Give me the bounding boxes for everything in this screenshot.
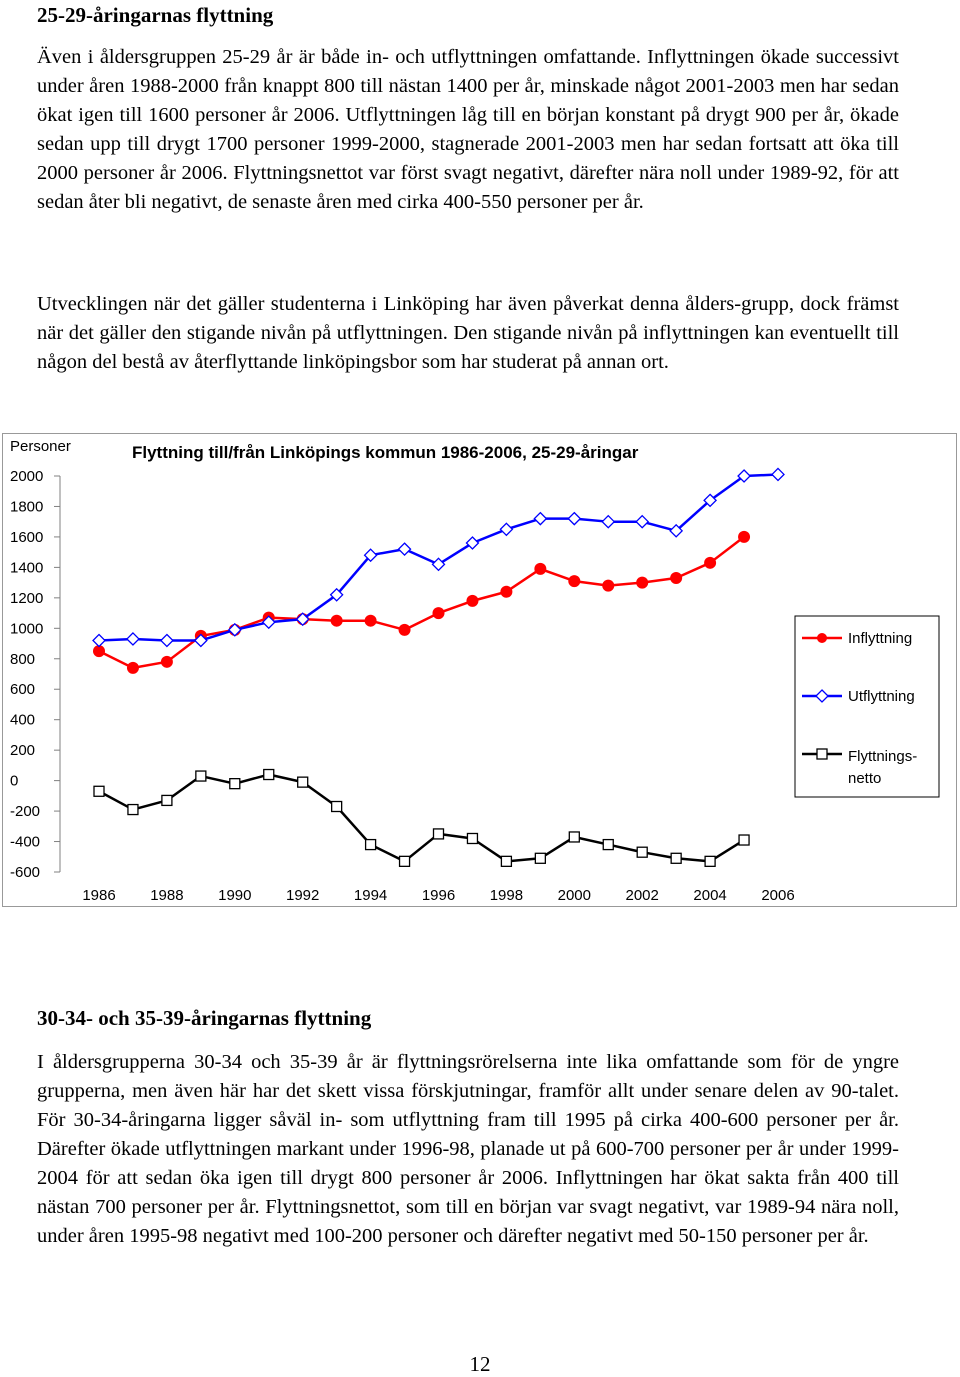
y-tick-label: 1400 <box>10 559 44 577</box>
page-number: 12 <box>469 1352 491 1376</box>
legend-inflyttning-label: Inflyttning <box>848 630 913 647</box>
y-tick-label: 600 <box>10 681 36 699</box>
y-tick-label: 400 <box>10 711 36 729</box>
migration-line-chart <box>2 433 957 907</box>
y-tick-label: 1800 <box>10 498 44 516</box>
section-heading-25-29: 25-29-åringarnas flyttning <box>37 3 274 27</box>
data-point-flyttningsnetto-1989 <box>196 771 206 781</box>
data-point-inflyttning-1998 <box>500 586 512 598</box>
data-point-inflyttning-1997 <box>466 595 478 607</box>
paragraph-30-39-summary: I åldersgrupperna 30-34 och 35-39 år är flyttningsrörelserna inte lika omfattande som för de yngre grupperna, men även här har det skett vissa förskjutningar, framför allt under senare delen av 90-talet. För 30-34-åringarna ligger såväl in- som utflyttning fram till 1995 på cirka 400-600 personer per år. Därefter ökade utflyttningen markant under 1996-98, planade ut på 600-700 personer per år under 1999-2004 för att sedan öka igen till drygt 800 personer år 2006. Inflyttningen har ökat sakta från 400 till nästan 700 personer per år. Flyttningsnettot, som till en början var svagt negativt, var 1989-94 nära noll, under åren 1995-98 negativt med 100-200 personer och därefter negativt med 50-150 personer per år. <box>37 1051 899 1247</box>
data-point-flyttningsnetto-1988 <box>162 795 172 805</box>
data-point-flyttningsnetto-2005 <box>739 835 749 845</box>
x-tick-label: 1996 <box>421 887 456 904</box>
data-point-flyttningsnetto-1996 <box>434 829 444 839</box>
x-tick-label: 2002 <box>625 887 659 904</box>
data-point-inflyttning-2001 <box>602 580 614 592</box>
y-tick-label: 2000 <box>10 468 44 485</box>
data-point-inflyttning-2003 <box>670 572 682 584</box>
data-point-flyttningsnetto-2004 <box>705 856 715 866</box>
y-tick-label: 1000 <box>10 620 44 638</box>
data-point-flyttningsnetto-2003 <box>671 853 681 863</box>
data-point-flyttningsnetto-1997 <box>467 833 477 843</box>
y-tick-label: 800 <box>10 650 36 668</box>
data-point-inflyttning-1996 <box>433 607 445 619</box>
y-tick-label: -200 <box>10 803 41 821</box>
x-tick-label: 1988 <box>150 887 184 904</box>
x-tick-label: 1986 <box>82 887 116 904</box>
data-point-inflyttning-1987 <box>127 662 139 674</box>
x-tick-label: 2000 <box>557 887 591 904</box>
y-axis-label: Personer <box>10 438 71 455</box>
data-point-inflyttning-1999 <box>534 563 546 575</box>
x-tick-label: 1994 <box>353 887 388 904</box>
data-point-inflyttning-2002 <box>636 577 648 589</box>
data-point-flyttningsnetto-1991 <box>264 770 274 780</box>
section-heading-30-39: 30-34- och 35-39-åringarnas flyttning <box>37 1006 372 1030</box>
y-tick-label: 1600 <box>10 528 44 546</box>
data-point-flyttningsnetto-2000 <box>569 832 579 842</box>
y-tick-label: -400 <box>10 833 41 851</box>
x-tick-label: 1992 <box>286 887 320 904</box>
legend-netto-marker <box>817 749 827 759</box>
legend-inflyttning-marker <box>817 633 827 643</box>
x-tick-label: 2004 <box>693 887 727 904</box>
legend-utflyttning-label: Utflyttning <box>848 688 915 705</box>
data-point-flyttningsnetto-2002 <box>637 847 647 857</box>
data-point-flyttningsnetto-1995 <box>400 856 410 866</box>
legend <box>795 616 939 797</box>
data-point-flyttningsnetto-1994 <box>366 840 376 850</box>
data-point-inflyttning-1994 <box>365 615 377 627</box>
legend-netto-label-line2: netto <box>848 770 882 787</box>
data-point-inflyttning-2004 <box>704 557 716 569</box>
data-point-flyttningsnetto-1986 <box>94 786 104 796</box>
data-point-flyttningsnetto-1999 <box>535 853 545 863</box>
data-point-inflyttning-1995 <box>399 624 411 636</box>
data-point-flyttningsnetto-1990 <box>230 779 240 789</box>
data-point-flyttningsnetto-1993 <box>332 802 342 812</box>
data-point-inflyttning-2000 <box>568 575 580 587</box>
x-tick-label: 1990 <box>218 887 252 904</box>
data-point-flyttningsnetto-2001 <box>603 840 613 850</box>
data-point-flyttningsnetto-1992 <box>298 777 308 787</box>
legend-netto-label-line1: Flyttnings- <box>848 748 918 765</box>
data-point-inflyttning-1993 <box>331 615 343 627</box>
data-point-flyttningsnetto-1998 <box>501 856 511 866</box>
y-tick-label: 200 <box>10 742 36 760</box>
y-tick-label: 1200 <box>10 589 44 607</box>
x-tick-label: 1998 <box>489 887 524 904</box>
x-tick-label: 2006 <box>761 887 795 904</box>
y-tick-label: 0 <box>10 772 19 790</box>
data-point-flyttningsnetto-1987 <box>128 805 138 815</box>
chart-title: Flyttning till/från Linköpings kommun 1986-2006, 25-29-åringar <box>132 443 639 462</box>
data-point-inflyttning-2005 <box>738 531 750 543</box>
y-tick-label: -600 <box>10 864 41 881</box>
paragraph-25-29-students: Utvecklingen när det gäller studenterna i Linköping har även påverkat denna ålders-grupp, dock främst när det gäller den stigande nivån på utflyttningen. Den stigande nivån på inflyttningen kan eventuellt till någon del bestå av återflyttande linköpingsbor som har studerat på annan ort. <box>37 293 899 373</box>
paragraph-25-29-summary: Även i åldersgruppen 25-29 år är både in- och utflyttningen omfattande. Inflyttningen ökade successivt under åren 1988-2000 från knappt 800 till nästan 1400 per år, minskade något 2001-2003 men har sedan ökat igen till 1600 personer år 2006. Utflyttningen låg till en början konstant på drygt 900 per år, ökade sedan upp till drygt 1700 personer 1999-2000, stagnerade 2001-2003 men har sedan fortsatt att öka till 2000 personer år 2006. Flyttningsnettot var först svagt negativt, därefter nära noll under 1989-92, för att sedan åter bli negativt, de senaste åren med cirka 400-550 personer per år. <box>37 46 899 213</box>
data-point-inflyttning-1988 <box>161 656 173 668</box>
